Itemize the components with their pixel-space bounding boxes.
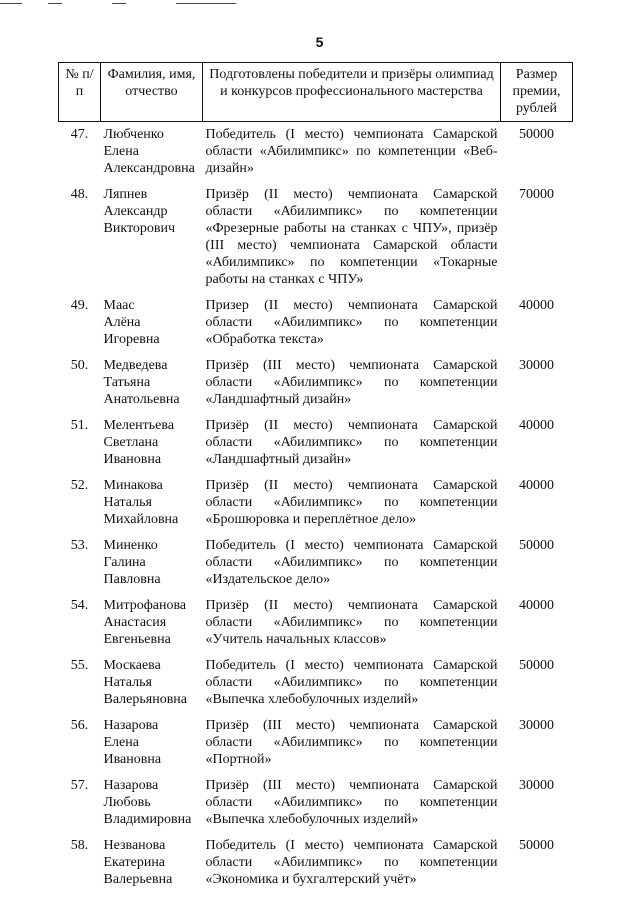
- name-surname: Маас: [103, 298, 135, 313]
- row-achievement: Победитель (I место) чемпионата Самарской области «Абилимпикс» по компетенции «Веб-дизайн»: [205, 127, 498, 176]
- name-patronymic: Викторович: [103, 221, 176, 236]
- header-amount: Размер премии, рублей: [501, 63, 573, 122]
- row-number: 53.: [70, 538, 89, 553]
- name-patronymic: Валерьяновна: [103, 692, 188, 707]
- header-name: Фамилия, имя, отчество: [101, 63, 203, 122]
- row-achievement: Призёр (II место) чемпионата Самарской области «Абилимпикс» по компетенции «Ландшафтный дизайн»: [205, 418, 498, 467]
- row-achievement: Призёр (II место) чемпионата Самарской области «Абилимпикс» по компетенции «Фрезерные работы на станках с ЧПУ», призёр (III место) чемпионата Самарской области «Абилимпикс» по компетенции «Токарные работы на станках с ЧПУ»: [205, 187, 498, 287]
- row-full-name: [101, 837, 203, 897]
- table-body: [59, 122, 573, 898]
- table-row: [59, 417, 573, 477]
- row-full-name: [101, 357, 203, 417]
- row-full-name: [101, 537, 203, 597]
- row-number: 57.: [70, 778, 89, 793]
- table-row: [59, 297, 573, 357]
- row-bonus-amount: 50000: [519, 538, 554, 553]
- table-row: [59, 597, 573, 657]
- name-patronymic: Павловна: [103, 572, 161, 587]
- row-bonus-amount: 50000: [519, 127, 554, 142]
- name-patronymic: Валерьевна: [103, 872, 173, 887]
- row-bonus-amount: 50000: [519, 658, 554, 673]
- row-number: 49.: [70, 298, 89, 313]
- name-surname: Незванова: [103, 838, 166, 853]
- row-number: 54.: [70, 598, 89, 613]
- name-first: Анастасия: [103, 615, 167, 630]
- name-first: Екатерина: [103, 855, 166, 870]
- name-patronymic: Александровна: [103, 161, 195, 176]
- row-bonus-amount: 40000: [519, 478, 554, 493]
- name-first: Наталья: [103, 675, 152, 690]
- row-achievement: Призёр (III место) чемпионата Самарской области «Абилимпикс» по компетенции «Выпечка хлебобулочных изделий»: [205, 778, 498, 827]
- row-achievement: Призёр (II место) чемпионата Самарской области «Абилимпикс» по компетенции «Учитель начальных классов»: [205, 598, 498, 647]
- name-surname: Ляпнев: [103, 187, 148, 202]
- name-surname: Мелентьева: [103, 418, 175, 433]
- name-first: Александр: [103, 204, 168, 219]
- header-num: № п/п: [59, 63, 101, 122]
- name-surname: Митрофанова: [103, 598, 187, 613]
- name-patronymic: Ивановна: [103, 452, 162, 467]
- row-achievement: Победитель (I место) чемпионата Самарской области «Абилимпикс» по компетенции «Экономика и бухгалтерский учёт»: [205, 838, 498, 887]
- row-bonus-amount: 30000: [519, 718, 554, 733]
- name-first: Галина: [103, 555, 146, 570]
- row-achievement: Победитель (I место) чемпионата Самарской области «Абилимпикс» по компетенции «Выпечка хлебобулочных изделий»: [205, 658, 498, 707]
- row-full-name: [101, 417, 203, 477]
- row-bonus-amount: 70000: [519, 187, 554, 202]
- name-surname: Минакова: [103, 478, 163, 493]
- table-row: [59, 122, 573, 187]
- row-number: 55.: [70, 658, 89, 673]
- row-number: 50.: [70, 358, 89, 373]
- header-description: Подготовлены победители и призёры олимпиад и конкурсов профессионального мастерства: [203, 63, 501, 122]
- row-full-name: [101, 717, 203, 777]
- row-full-name: [101, 186, 203, 297]
- row-achievement: Призёр (III место) чемпионата Самарской области «Абилимпикс» по компетенции «Портной»: [205, 718, 498, 767]
- table-header: [59, 63, 573, 122]
- table-row: [59, 357, 573, 417]
- name-patronymic: Игоревна: [103, 332, 160, 347]
- row-bonus-amount: 30000: [519, 358, 554, 373]
- name-first: Алёна: [103, 315, 141, 330]
- row-full-name: [101, 597, 203, 657]
- awards-table: [58, 62, 573, 897]
- row-full-name: [101, 657, 203, 717]
- name-surname: Назарова: [103, 778, 159, 793]
- row-full-name: [101, 477, 203, 537]
- row-bonus-amount: 40000: [519, 598, 554, 613]
- row-full-name: [101, 777, 203, 837]
- row-bonus-amount: 30000: [519, 778, 554, 793]
- row-full-name: [101, 122, 203, 187]
- row-number: 56.: [70, 718, 89, 733]
- name-surname: Миненко: [103, 538, 158, 553]
- row-full-name: [101, 297, 203, 357]
- row-bonus-amount: 40000: [519, 298, 554, 313]
- name-first: Елена: [103, 735, 139, 750]
- row-achievement: Призёр (II место) чемпионата Самарской области «Абилимпикс» по компетенции «Брошюровка и переплётное дело»: [205, 478, 498, 527]
- row-number: 47.: [70, 127, 89, 142]
- row-number: 48.: [70, 187, 89, 202]
- scan-top-edge-marks: [0, 0, 639, 10]
- table-row: [59, 777, 573, 837]
- name-patronymic: Ивановна: [103, 752, 162, 767]
- name-surname: Медведева: [103, 358, 168, 373]
- row-number: 52.: [70, 478, 89, 493]
- name-patronymic: Евгеньевна: [103, 632, 171, 647]
- row-bonus-amount: 40000: [519, 418, 554, 433]
- name-first: Наталья: [103, 495, 152, 510]
- name-patronymic: Михайловна: [103, 512, 179, 527]
- table-row: [59, 837, 573, 897]
- name-first: Светлана: [103, 435, 159, 450]
- name-surname: Москаева: [103, 658, 161, 673]
- row-achievement: Призёр (III место) чемпионата Самарской области «Абилимпикс» по компетенции «Ландшафтный дизайн»: [205, 358, 498, 407]
- table-row: [59, 717, 573, 777]
- table-row: [59, 186, 573, 297]
- name-first: Елена: [103, 144, 139, 159]
- row-number: 58.: [70, 838, 89, 853]
- table-row: [59, 657, 573, 717]
- row-achievement: Призер (II место) чемпионата Самарской области «Абилимпикс» по компетенции «Обработка текста»: [205, 298, 498, 347]
- page-number: 5: [315, 34, 324, 50]
- name-patronymic: Анатольевна: [103, 392, 180, 407]
- name-surname: Назарова: [103, 718, 159, 733]
- table-row: [59, 477, 573, 537]
- name-first: Любовь: [103, 795, 151, 810]
- name-surname: Любченко: [103, 127, 164, 142]
- table-row: [59, 537, 573, 597]
- row-achievement: Победитель (I место) чемпионата Самарской области «Абилимпикс» по компетенции «Издательское дело»: [205, 538, 498, 587]
- name-first: Татьяна: [103, 375, 151, 390]
- row-number: 51.: [70, 418, 89, 433]
- row-bonus-amount: 50000: [519, 838, 554, 853]
- name-patronymic: Владимировна: [103, 812, 192, 827]
